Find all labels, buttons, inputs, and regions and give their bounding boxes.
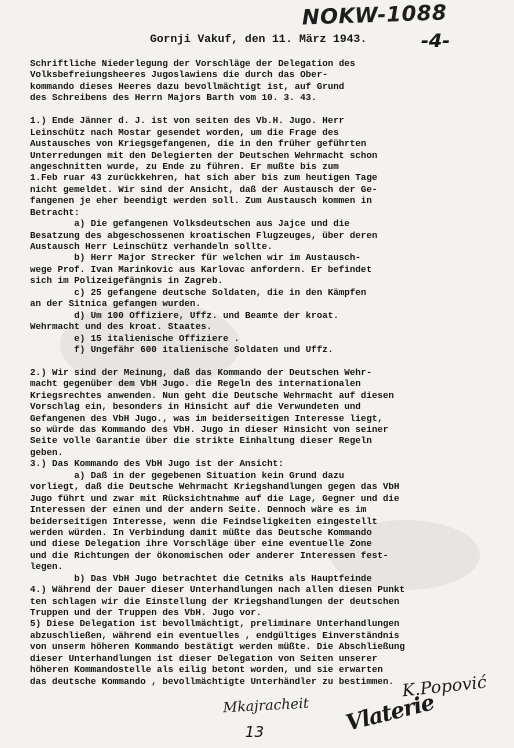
- text-line: und die Richtungen der ökonomischen oder anderer Interessen fest-: [30, 549, 389, 561]
- text-line: sich im Polizeigefängnis in Zagreb.: [30, 275, 223, 287]
- text-line: c) 25 gefangene deutsche Soldaten, die in den Kämpfen: [30, 286, 367, 298]
- text-line: [30, 104, 490, 115]
- text-line: Truppen und der Truppen des VbH. Jugo vor.: [30, 607, 262, 618]
- text-line: 1.) Ende Jänner d. J. ist von seiten des Vb.H. Jugo. Herr: [30, 115, 345, 127]
- text-line: das deutsche Kommando , bevollmächtigte Unterhändler zu bestimmen.: [30, 675, 394, 687]
- text-line: f) Ungefähr 600 italienische Soldaten und Uffz.: [30, 343, 334, 355]
- signature-left: Mkajracheit: [222, 695, 310, 717]
- text-line: wege Prof. Ivan Marinkovic aus Karlovac anfordern. Er befindet: [30, 263, 372, 275]
- text-line: [30, 355, 490, 366]
- text-line: e) 15 italienische Offiziere .: [30, 332, 240, 344]
- text-line: ten schlagen wir die Einstellung der Kriegshandlungen der deutschen: [30, 595, 400, 607]
- text-line: Kriegsrechtes anwenden. Nun geht die Deutsche Wehrmacht auf diesen: [30, 389, 394, 401]
- text-line: Seite volle Garantie über die strikte Einhaltung dieser Regeln: [30, 435, 372, 447]
- text-line: Besatzung des abgeschossenen kroatischen Flugzeuges, über deren: [30, 229, 378, 241]
- text-line: 2.) Wir sind der Meinung, daß das Kommando der Deutschen Wehr-: [30, 366, 372, 378]
- text-line: Leinschütz nach Mostar gesendet worden, um die Frage des: [30, 126, 339, 138]
- text-line: beiderseitigen Interesse, wenn die Feindseligkeiten eingestellt: [30, 515, 378, 527]
- text-line: macht gegenüber dem VbH Jugo. die Regeln des internationalen: [30, 378, 361, 390]
- text-line: Schriftliche Niederlegung der Vorschläge der Delegation des: [30, 58, 356, 69]
- text-line: Austausch Herr Leinschütz verhandeln sollte.: [30, 241, 273, 252]
- text-line: Gefangenen des VbH Jugo., was im beiderseitigen Interesse liegt,: [30, 412, 383, 424]
- page-number: 13: [245, 723, 265, 741]
- text-line: 5) Diese Delegation ist bevollmächtigt, preliminare Unterhandlungen: [30, 618, 400, 630]
- text-line: Austausches von Kriegsgefangenen, die in den früher geführten: [30, 138, 367, 150]
- text-line: werden würden. In Verbindung damit müßte das Deutsche Kommando: [30, 526, 372, 538]
- text-line: von unserm höheren Kommando bestätigt werden müßte. Die Abschließung: [30, 641, 405, 653]
- text-line: Interessen der einen und der andern Seite. Dennoch wäre es im: [30, 504, 367, 516]
- text-line: so würde das Kommando des VbH. Jugo in dieser Hinsicht von seiner: [30, 424, 389, 435]
- text-line: 4.) Während der Dauer dieser Unterhandlungen nach allen diesen Punkt: [30, 584, 405, 596]
- text-line: d) Um 100 Offiziere, Uffz. und Beamte der kroat.: [30, 309, 339, 321]
- signature-right: K.Popović: [401, 672, 488, 702]
- text-line: dieser Unterhandlungen ist dieser Delegation von Seiten unserer: [30, 652, 378, 664]
- text-line: und diese Delegation ihre Vorschläge über eine eventuelle Zone: [30, 538, 372, 550]
- text-line: a) Daß in der gegebenen Situation kein Grund dazu: [30, 469, 345, 481]
- text-line: des Schreibens des Herrn Majors Barth vom 10. 3. 43.: [30, 92, 317, 104]
- text-line: Vorschlag ein, besonders in Hinsicht auf die Verwundeten und: [30, 401, 361, 413]
- text-line: Unterredungen mit den Delegierten der Deutschen Wehrmacht schon: [30, 149, 378, 161]
- text-line: 1.Feb ruar 43 zurückkehren, hat sich aber bis zum heutigen Tage: [30, 172, 378, 184]
- text-line: Jugo führt und zwar mit Rücksichtnahme auf die Lage, Gegner und die: [30, 492, 400, 504]
- dateline: Gornji Vakuf, den 11. März 1943.: [150, 34, 367, 46]
- text-line: b) Herr Major Strecker für welchen wir im Austausch-: [30, 252, 361, 264]
- page-mark: -4-: [421, 30, 450, 52]
- text-line: angeschnitten wurde, zu Ende zu führen. Er mußte bis zum: [30, 160, 339, 172]
- text-line: höheren Kommandostelle als eilig betont worden, und sie erwarten: [30, 664, 383, 676]
- text-line: an der Sitnica gefangen wurden.: [30, 298, 201, 310]
- text-line: 3.) Das Kommando des VbH Jugo ist der Ansicht:: [30, 458, 284, 470]
- text-line: vorliegt, daß die Deutsche Wehrmacht Kriegshandlungen gegen das VbH: [30, 481, 400, 493]
- text-line: nicht gemeldet. Wir sind der Ansicht, daß der Austausch der Ge-: [30, 183, 378, 195]
- document-body: [30, 58, 490, 687]
- signature-middle: Vlaterie: [343, 689, 437, 737]
- archive-reference-text: NOKW-1088: [301, 0, 448, 30]
- archive-reference-stamp: [302, 0, 448, 29]
- text-line: fangenen je eher beendigt werden soll. Zum Austausch kommen in: [30, 195, 372, 207]
- text-line: Betracht:: [30, 206, 80, 218]
- text-line: b) Das VbH Jugo betrachtet die Cetniks als Hauptfeinde: [30, 572, 372, 584]
- text-line: Wehrmacht und des kroat. Staates.: [30, 321, 212, 333]
- text-line: geben.: [30, 446, 64, 458]
- text-line: abzuschließen, während ein eventuelles , endgültiges Einverständnis: [30, 629, 400, 641]
- text-line: legen.: [30, 561, 64, 573]
- text-line: kommando dieses Heeres dazu bevollmächtigt ist, auf Grund: [30, 80, 345, 92]
- text-line: a) Die gefangenen Volksdeutschen aus Jajce und die: [30, 218, 350, 230]
- text-line: Volksbefreiungsheeres Jugoslawiens die durch das Ober-: [30, 69, 328, 81]
